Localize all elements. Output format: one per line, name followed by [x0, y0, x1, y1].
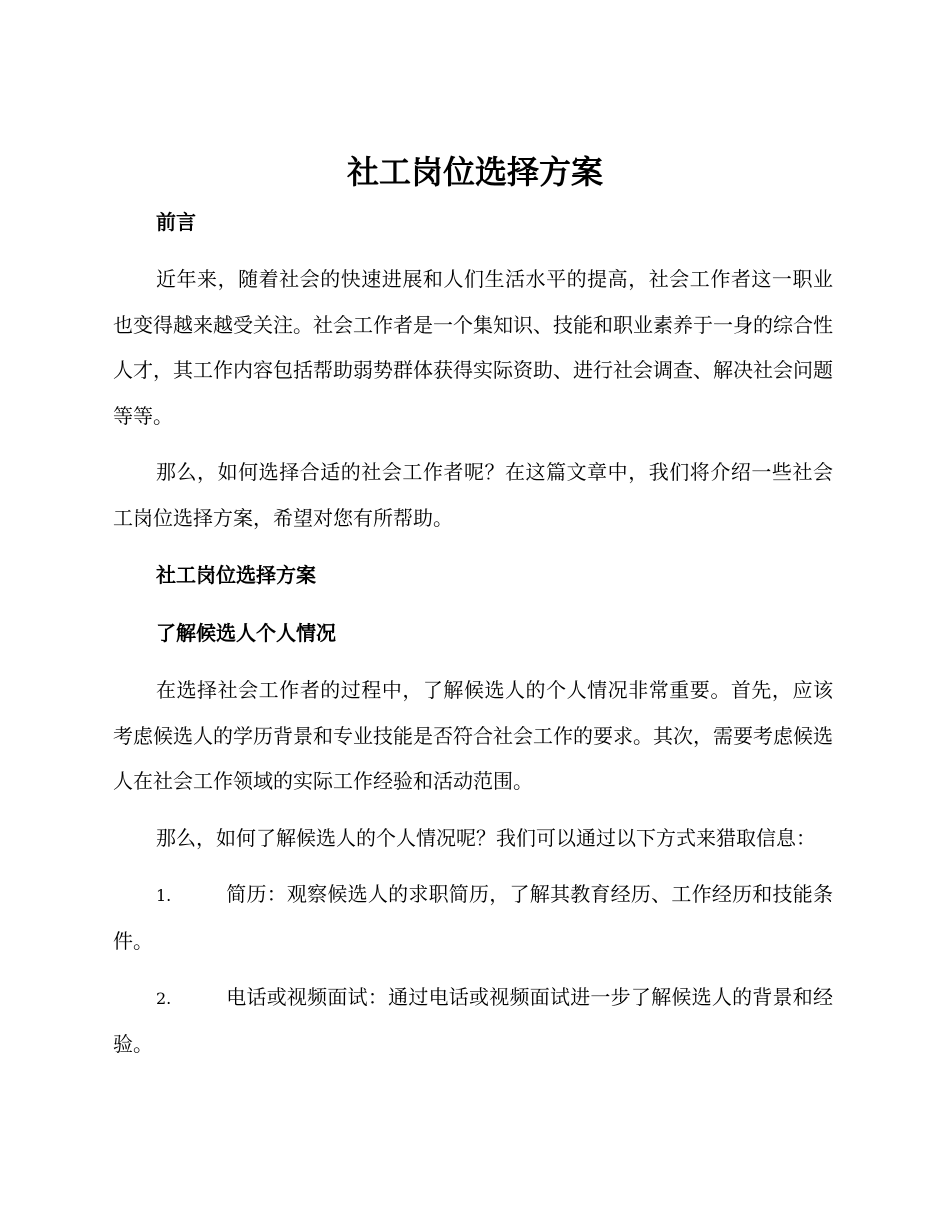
list-item-number: 1. — [156, 886, 172, 905]
candidate-paragraph-1: 在选择社会工作者的过程中，了解候选人的个人情况非常重要。首先，应该考虑候选人的学历背景和专业技能是否符合社会工作的要求。其次，需要考虑候选人在社会工作领域的实际工作经验和活动范围。 — [113, 678, 833, 793]
preface-paragraph-2: 那么，如何选择合适的社会工作者呢？在这篇文章中，我们将介绍一些社会工岗位选择方案，希望对您有所帮助。 — [113, 460, 833, 530]
list-item — [113, 872, 833, 964]
list-item-text: 电话或视频面试：通过电话或视频面试进一步了解候选人的背景和经验。 — [113, 985, 833, 1056]
preface-paragraph-1: 近年来，随着社会的快速进展和人们生活水平的提高，社会工作者这一职业也变得越来越受关注。社会工作者是一个集知识、技能和职业素养于一身的综合性人才，其工作内容包括帮助弱势群体获得实际资助、进行社会调查、解决社会问题等等。 — [113, 267, 833, 428]
list-item — [113, 975, 833, 1067]
candidate-paragraph-2: 那么，如何了解候选人的个人情况呢？我们可以通过以下方式来猎取信息： — [156, 825, 816, 850]
list-item-number: 2. — [156, 989, 172, 1008]
list-item-text: 简历：观察候选人的求职简历，了解其教育经历、工作经历和技能条件。 — [113, 882, 833, 953]
candidate-info-heading: 了解候选人个人情况 — [156, 621, 336, 645]
plan-heading: 社工岗位选择方案 — [156, 563, 316, 587]
document-title: 社工岗位选择方案 — [346, 153, 603, 191]
document-body — [113, 199, 833, 1067]
preface-heading: 前言 — [156, 210, 196, 234]
